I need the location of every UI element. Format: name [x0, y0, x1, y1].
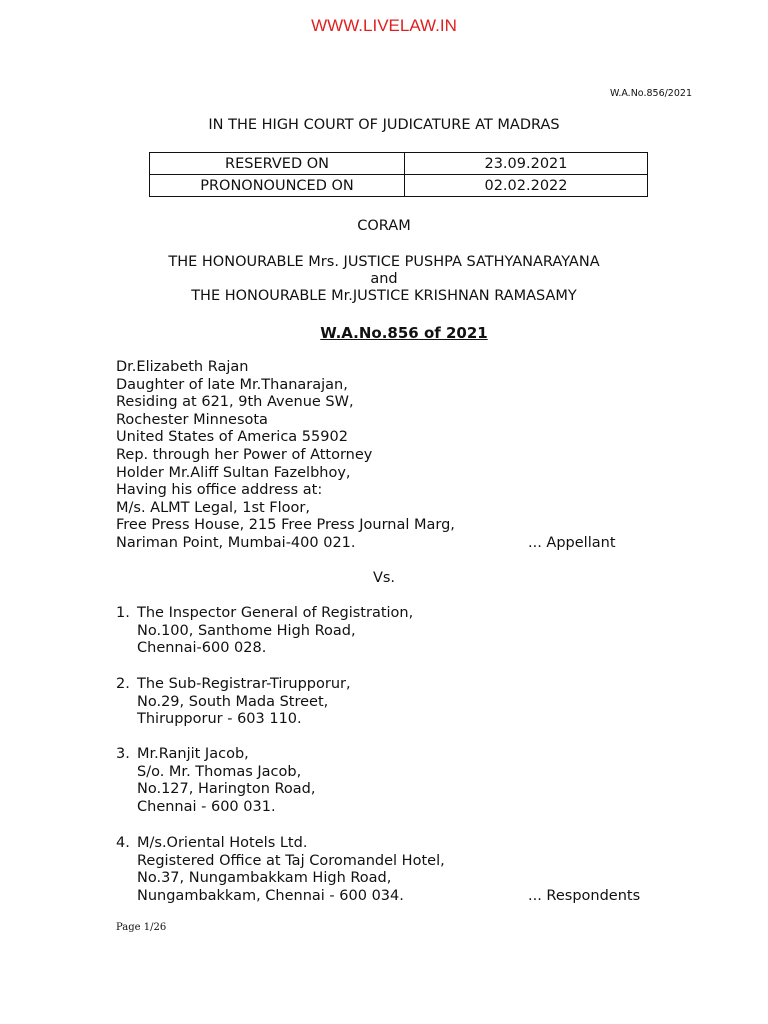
date-value: 23.09.2021: [405, 153, 648, 175]
appellant-role: ... Appellant: [528, 535, 616, 551]
case-reference-header: W.A.No.856/2021: [610, 88, 692, 99]
appellant-line: Having his office address at:: [116, 482, 323, 499]
respondent-line: M/s.Oriental Hotels Ltd.: [137, 835, 308, 851]
appellant-line: Residing at 621, 9th Avenue SW,: [116, 394, 354, 411]
appellant-line: Nariman Point, Mumbai-400 021.: [116, 534, 356, 551]
respondent-line: No.29, South Mada Street,: [137, 693, 329, 710]
appellant-line: Rep. through her Power of Attorney: [116, 446, 373, 463]
case-title: W.A.No.856 of 2021: [320, 324, 488, 342]
respondent-number: 2.: [116, 676, 130, 692]
coram-and: and: [370, 271, 398, 287]
respondent-2: [116, 676, 351, 729]
respondent-line: Nungambakkam, Chennai - 600 034.: [137, 887, 404, 904]
date-label: RESERVED ON: [150, 153, 405, 175]
respondent-line: The Inspector General of Registration,: [137, 605, 414, 621]
watermark: WWW.LIVELAW.IN: [311, 16, 457, 35]
respondent-line: The Sub-Registrar-Tirupporur,: [137, 676, 351, 692]
respondents-role: ... Respondents: [528, 888, 641, 904]
respondent-number: 3.: [116, 746, 130, 762]
respondent-line: Mr.Ranjit Jacob,: [137, 746, 249, 762]
table-row: [150, 153, 648, 175]
dates-table: [149, 152, 648, 197]
appellant-line: United States of America 55902: [116, 429, 348, 446]
respondent-line: Thirupporur - 603 110.: [137, 711, 302, 728]
coram-heading: CORAM: [357, 218, 411, 234]
respondent-3: [116, 746, 316, 816]
respondent-4: [116, 835, 445, 905]
respondent-number: 4.: [116, 835, 130, 851]
date-label: PRONONOUNCED ON: [150, 175, 405, 197]
coram-judge-2: THE HONOURABLE Mr.JUSTICE KRISHNAN RAMASAMY: [191, 288, 577, 304]
page-number: Page 1/26: [116, 922, 167, 933]
appellant-line: M/s. ALMT Legal, 1st Floor,: [116, 499, 310, 516]
respondent-1: [116, 605, 413, 658]
appellant-line: Holder Mr.Aliff Sultan Fazelbhoy,: [116, 464, 351, 481]
respondent-number: 1.: [116, 605, 130, 621]
respondent-line: No.37, Nungambakkam High Road,: [137, 870, 392, 887]
respondent-line: No.127, Harington Road,: [137, 781, 316, 798]
appellant-line: Rochester Minnesota: [116, 411, 268, 428]
respondent-line: Chennai - 600 031.: [137, 798, 276, 815]
appellant-block: [116, 359, 455, 553]
respondent-line: Chennai-600 028.: [137, 640, 267, 657]
coram-judge-1: THE HONOURABLE Mrs. JUSTICE PUSHPA SATHYANARAYANA: [168, 254, 600, 270]
appellant-line: Dr.Elizabeth Rajan: [116, 359, 249, 375]
date-value: 02.02.2022: [405, 175, 648, 197]
versus: Vs.: [372, 570, 396, 586]
respondent-line: Registered Office at Taj Coromandel Hotel,: [137, 852, 445, 869]
respondent-line: S/o. Mr. Thomas Jacob,: [137, 763, 302, 780]
appellant-line: Free Press House, 215 Free Press Journal Marg,: [116, 517, 455, 534]
table-row: [150, 175, 648, 197]
court-name: IN THE HIGH COURT OF JUDICATURE AT MADRAS: [208, 117, 560, 133]
appellant-line: Daughter of late Mr.Thanarajan,: [116, 376, 348, 393]
respondent-line: No.100, Santhome High Road,: [137, 622, 356, 639]
